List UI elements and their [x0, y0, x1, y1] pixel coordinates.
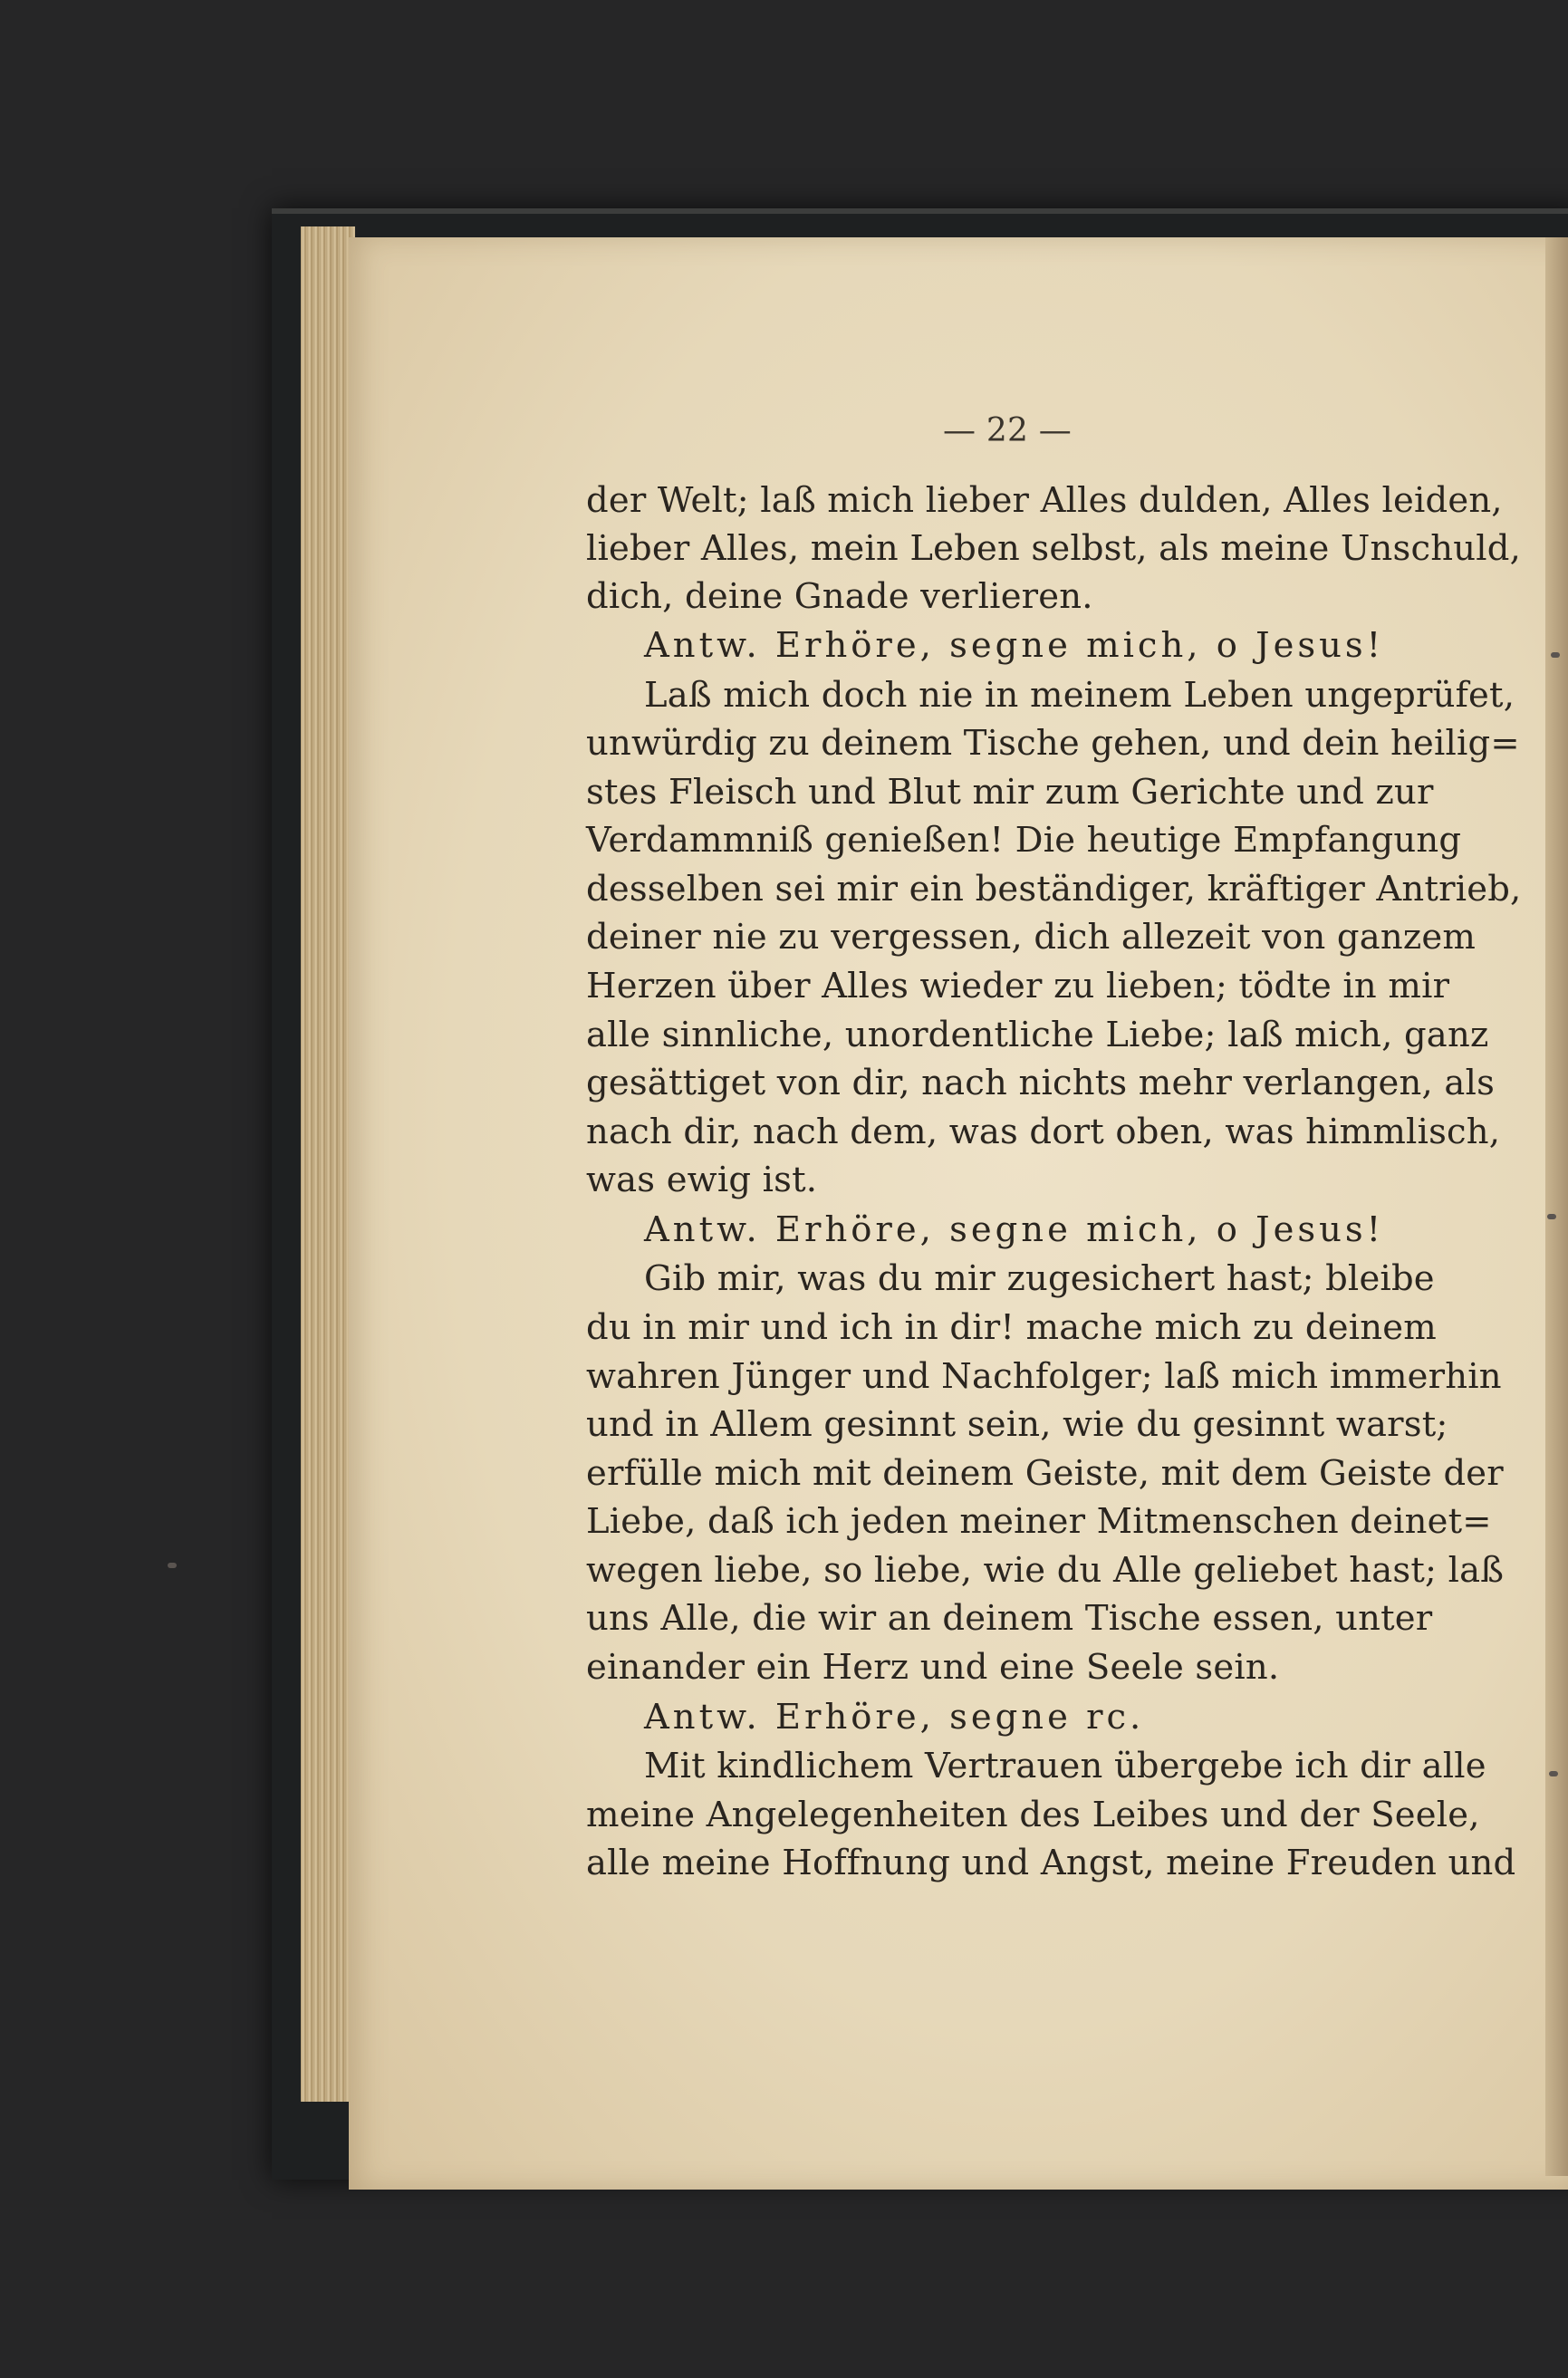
- margin-mark: [1551, 652, 1560, 658]
- response-line: Antw. Erhöre, segne mich, o Jesus!: [644, 625, 1385, 666]
- text-line: lieber Alles, mein Leben selbst, als meine Unschuld,: [586, 528, 1522, 569]
- text-line: Liebe, daß ich jeden meiner Mitmenschen deinet=: [586, 1501, 1492, 1542]
- text-line: uns Alle, die wir an deinem Tische essen, unter: [586, 1598, 1433, 1639]
- text-line: deiner nie zu vergessen, dich allezeit von ganzem: [586, 917, 1477, 958]
- page-edges: [301, 226, 355, 2102]
- text-line: alle sinnliche, unordentliche Liebe; laß mich, ganz: [586, 1015, 1489, 1055]
- text-line: Mit kindlichem Vertrauen übergebe ich dir alle: [644, 1746, 1486, 1786]
- dust-speck: [168, 1563, 177, 1568]
- text-line: stes Fleisch und Blut mir zum Gerichte und zur: [586, 772, 1434, 813]
- text-line: Laß mich doch nie in meinem Leben ungeprüfet,: [644, 675, 1515, 716]
- response-line: Antw. Erhöre, segne mich, o Jesus!: [644, 1209, 1385, 1250]
- text-line: du in mir und ich in dir! mache mich zu deinem: [586, 1307, 1437, 1348]
- text-line: meine Angelegenheiten des Leibes und der Seele,: [586, 1795, 1480, 1835]
- text-line: dich, deine Gnade verlieren.: [586, 576, 1093, 617]
- facing-page-edge: [1545, 237, 1568, 2176]
- text-line: unwürdig zu deinem Tische gehen, und dein heilig=: [586, 723, 1520, 764]
- text-line: desselben sei mir ein beständiger, kräftiger Antrieb,: [586, 869, 1522, 910]
- text-line: alle meine Hoffnung und Angst, meine Freuden und: [586, 1843, 1516, 1883]
- margin-mark: [1547, 1214, 1556, 1219]
- text-line: der Welt; laß mich lieber Alles dulden, Alles leiden,: [586, 480, 1503, 521]
- text-line: Herzen über Alles wieder zu lieben; tödte in mir: [586, 966, 1450, 1006]
- text-line: nach dir, nach dem, was dort oben, was himmlisch,: [586, 1112, 1501, 1152]
- margin-mark: [1549, 1771, 1558, 1776]
- response-line: Antw. Erhöre, segne rc.: [644, 1697, 1145, 1738]
- text-line: Gib mir, was du mir zugesichert hast; bleibe: [644, 1258, 1435, 1299]
- text-line: und in Allem gesinnt sein, wie du gesinnt warst;: [586, 1404, 1448, 1445]
- page-number: — 22 —: [943, 412, 1072, 449]
- text-line: was ewig ist.: [586, 1160, 818, 1200]
- text-line: erfülle mich mit deinem Geiste, mit dem Geiste der: [586, 1453, 1504, 1494]
- text-line: wahren Jünger und Nachfolger; laß mich immerhin: [586, 1356, 1502, 1397]
- text-line: gesättiget von dir, nach nichts mehr verlangen, als: [586, 1063, 1496, 1103]
- text-line: Verdammniß genießen! Die heutige Empfangung: [586, 820, 1462, 861]
- text-line: einander ein Herz und eine Seele sein.: [586, 1647, 1280, 1688]
- text-line: wegen liebe, so liebe, wie du Alle geliebet hast; laß: [586, 1550, 1505, 1591]
